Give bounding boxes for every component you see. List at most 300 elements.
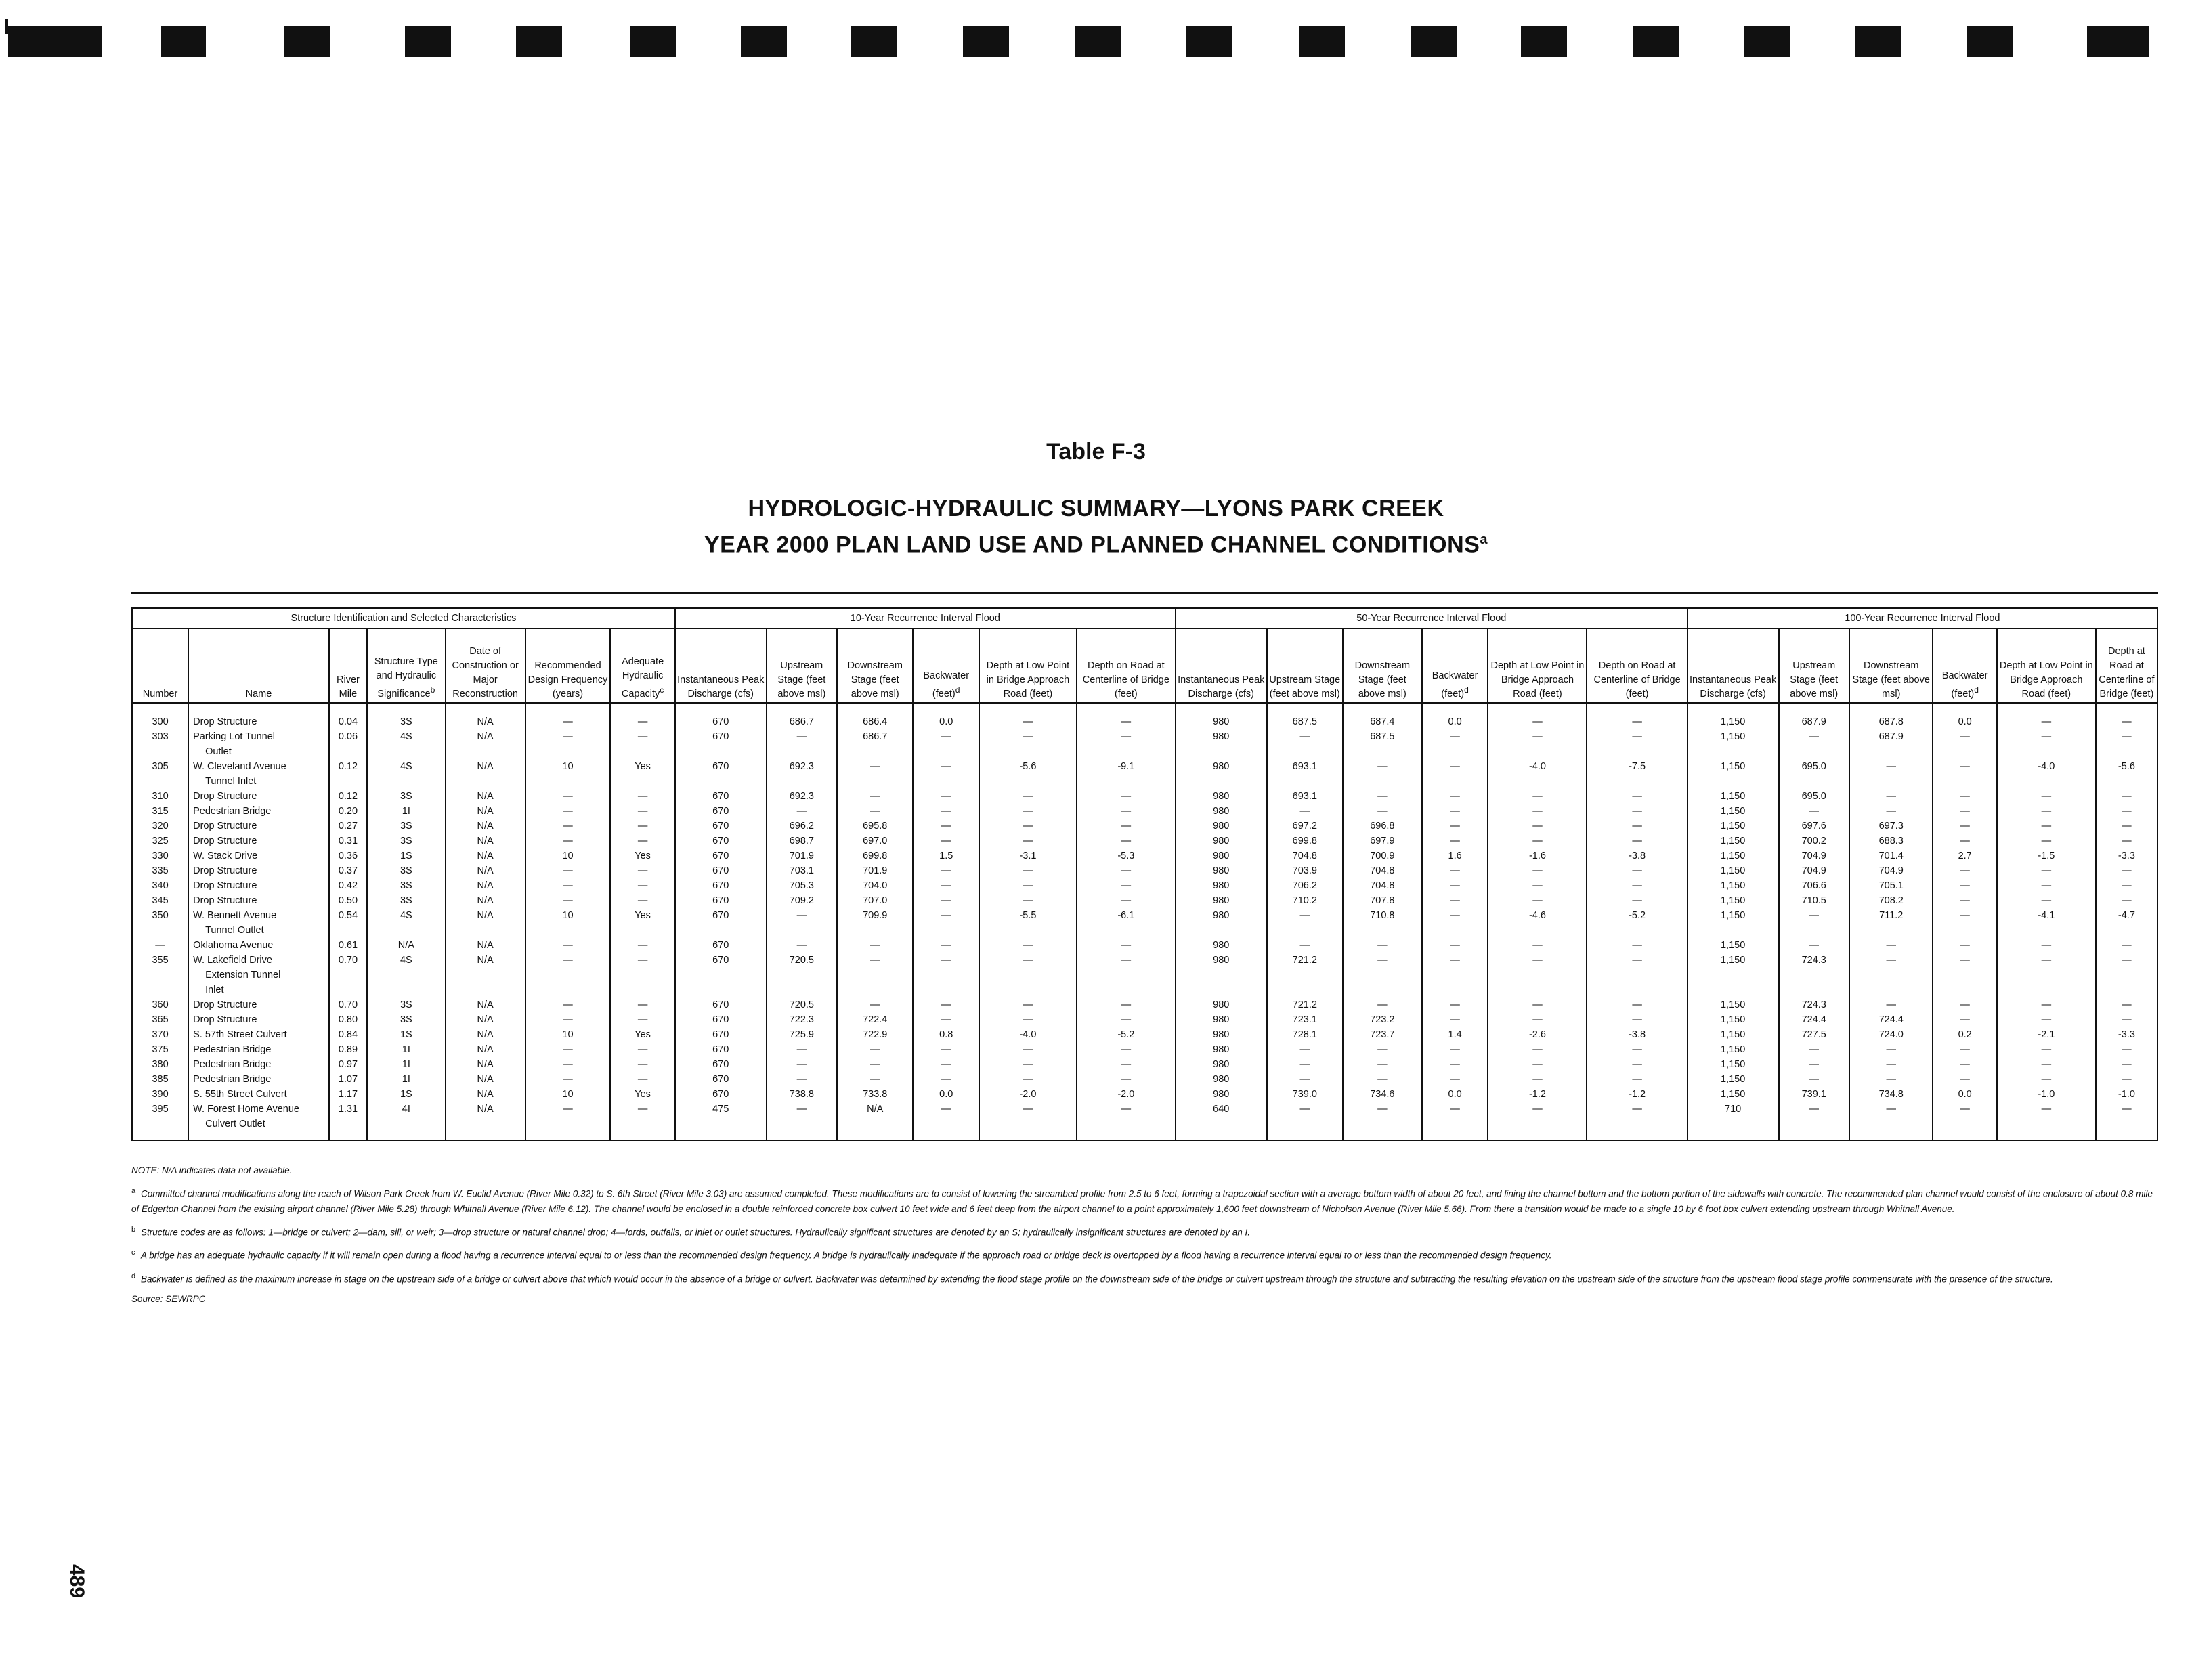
- cell-value: —: [1343, 759, 1422, 789]
- header-upstream-stage-50: Upstream Stage (feet above msl): [1267, 628, 1343, 703]
- cell-name: [188, 893, 329, 908]
- cell-value: 980: [1176, 878, 1267, 893]
- structure-name-continued: Tunnel Inlet: [205, 776, 257, 787]
- cell-value: 4S: [367, 759, 446, 789]
- cell-value: 3S: [367, 893, 446, 908]
- strip-block: [405, 26, 451, 57]
- cell-number: 395: [132, 1102, 188, 1140]
- table-row: [132, 1102, 2157, 1140]
- cell-value: Yes: [610, 1027, 674, 1042]
- strip-block: [963, 26, 1009, 57]
- table-row: [132, 997, 2157, 1012]
- cell-value: —: [1267, 729, 1343, 759]
- header-depth-center-50: Depth on Road at Centerline of Bridge (feet): [1587, 628, 1687, 703]
- cell-value: —: [979, 789, 1077, 804]
- header-date-construction: Date of Construction or Major Reconstruction: [446, 628, 525, 703]
- cell-name: [188, 759, 329, 789]
- cell-value: —: [1933, 819, 1996, 834]
- cell-value: 728.1: [1267, 1027, 1343, 1042]
- cell-value: 980: [1176, 863, 1267, 878]
- cell-value: —: [1077, 789, 1176, 804]
- cell-value: 980: [1176, 848, 1267, 863]
- strip-block: [284, 26, 330, 57]
- cell-number: 300: [132, 703, 188, 729]
- cell-value: -4.1: [1997, 908, 2096, 938]
- cell-value: 1,150: [1688, 1012, 1779, 1027]
- cell-value: —: [1077, 819, 1176, 834]
- cell-value: —: [767, 729, 837, 759]
- structure-name: Drop Structure: [193, 716, 257, 727]
- structure-name: S. 55th Street Culvert: [193, 1089, 287, 1100]
- cell-number: 375: [132, 1042, 188, 1057]
- cell-value: —: [1343, 953, 1422, 997]
- cell-value: —: [1933, 997, 1996, 1012]
- table-row: [132, 953, 2157, 997]
- cell-value: —: [1933, 759, 1996, 789]
- cell-number: 390: [132, 1087, 188, 1102]
- cell-value: 1,150: [1688, 1087, 1779, 1102]
- cell-value: 0.89: [329, 1042, 367, 1057]
- cell-value: 670: [675, 1042, 767, 1057]
- cell-value: 687.5: [1267, 703, 1343, 729]
- structure-name: Drop Structure: [193, 821, 257, 832]
- cell-name: [188, 804, 329, 819]
- cell-value: —: [610, 1042, 674, 1057]
- cell-value: -3.3: [2096, 1027, 2157, 1042]
- structure-name-continued: Culvert Outlet: [205, 1119, 265, 1129]
- cell-value: 738.8: [767, 1087, 837, 1102]
- cell-name: [188, 997, 329, 1012]
- cell-value: 695.0: [1779, 759, 1849, 789]
- cell-value: —: [1343, 1057, 1422, 1072]
- header-backwater-100: Backwater (feet)$^d$: [1933, 628, 1996, 703]
- cell-value: 1I: [367, 1042, 446, 1057]
- cell-value: 710: [1688, 1102, 1779, 1140]
- cell-value: —: [1488, 1057, 1587, 1072]
- cell-value: —: [1488, 703, 1587, 729]
- cell-value: 3S: [367, 819, 446, 834]
- cell-value: —: [1779, 1072, 1849, 1087]
- cell-value: 0.36: [329, 848, 367, 863]
- cell-value: —: [979, 804, 1077, 819]
- cell-value: -1.0: [1997, 1087, 2096, 1102]
- cell-name: [188, 729, 329, 759]
- structure-name: Drop Structure: [193, 895, 257, 906]
- cell-value: —: [979, 1057, 1077, 1072]
- cell-value: —: [1933, 1072, 1996, 1087]
- group-10-year: 10-Year Recurrence Interval Flood: [675, 608, 1176, 628]
- cell-value: —: [2096, 834, 2157, 848]
- cell-value: N/A: [446, 703, 525, 729]
- cell-value: -6.1: [1077, 908, 1176, 938]
- cell-value: N/A: [446, 1027, 525, 1042]
- cell-number: 370: [132, 1027, 188, 1042]
- cell-value: 980: [1176, 789, 1267, 804]
- cell-value: —: [979, 953, 1077, 997]
- cell-value: —: [1587, 789, 1687, 804]
- cell-value: —: [913, 893, 979, 908]
- cell-value: —: [610, 997, 674, 1012]
- table-row: [132, 789, 2157, 804]
- cell-value: 721.2: [1267, 997, 1343, 1012]
- cell-value: 980: [1176, 953, 1267, 997]
- cell-value: —: [1267, 1102, 1343, 1140]
- column-headers: [132, 628, 2157, 703]
- cell-value: 739.0: [1267, 1087, 1343, 1102]
- structure-name: Drop Structure: [193, 1014, 257, 1025]
- cell-value: —: [1343, 938, 1422, 953]
- cell-value: N/A: [446, 1042, 525, 1057]
- cell-name: [188, 1042, 329, 1057]
- strip-block: [1521, 26, 1567, 57]
- cell-value: 704.8: [1343, 878, 1422, 893]
- cell-name: [188, 1087, 329, 1102]
- cell-name: [188, 878, 329, 893]
- cell-value: —: [1422, 789, 1488, 804]
- cell-value: —: [979, 878, 1077, 893]
- strip-block: [1186, 26, 1232, 57]
- table-row: [132, 1012, 2157, 1027]
- cell-value: 670: [675, 1027, 767, 1042]
- cell-value: —: [913, 938, 979, 953]
- cell-value: 1.5: [913, 848, 979, 863]
- cell-value: —: [2096, 1102, 2157, 1140]
- cell-value: 4I: [367, 1102, 446, 1140]
- cell-value: 688.3: [1849, 834, 1933, 848]
- table-row: [132, 819, 2157, 834]
- cell-value: —: [1077, 729, 1176, 759]
- structure-name: Pedestrian Bridge: [193, 1059, 272, 1070]
- cell-value: —: [1933, 804, 1996, 819]
- cell-value: —: [913, 1102, 979, 1140]
- footnote-a: $^a$ Committed channel modifications along the reach of Wilson Park Creek from W. Euclid Avenue (River Mile 0.32) to S. 6th Street (River Mile 3.03) are assumed completed. These modifications are to consist of lowering the streambed profile from 2.5 to 6 feet, forming a trapezoidal section with a average bottom width of about 20 feet, and lining the channel bottom and the bottom portion of the sidewalls with concrete. The recommended plan channel would consist of the enclosure of about 0.8 mile of Edgerton Channel from the existing airport channel (River Mile 5.28) through Whitnall Avenue (River Mile 6.12). The channel would be enclosed in a double reinforced concrete box culvert 10 feet wide and 6 feet deep from the airport channel to a point approximately 1,600 feet downstream of Nicholson Avenue (River Mile 5.66). From there a transition would be made to a single 10 by 6 foot box culvert extending upstream through Whitnall Avenue.: [131, 1187, 2153, 1214]
- cell-value: -3.8: [1587, 1027, 1687, 1042]
- cell-value: Yes: [610, 1087, 674, 1102]
- cell-value: 1,150: [1688, 893, 1779, 908]
- cell-value: 698.7: [767, 834, 837, 848]
- cell-value: —: [1849, 997, 1933, 1012]
- cell-value: —: [2096, 729, 2157, 759]
- cell-value: —: [1488, 1072, 1587, 1087]
- cell-value: 733.8: [837, 1087, 913, 1102]
- cell-value: 697.2: [1267, 819, 1343, 834]
- cell-value: 722.4: [837, 1012, 913, 1027]
- cell-value: 980: [1176, 1057, 1267, 1072]
- cell-value: —: [913, 1072, 979, 1087]
- cell-value: 0.70: [329, 953, 367, 997]
- cell-name: [188, 1072, 329, 1087]
- cell-value: —: [1488, 878, 1587, 893]
- cell-value: 724.4: [1779, 1012, 1849, 1027]
- cell-value: N/A: [446, 997, 525, 1012]
- cell-value: —: [837, 804, 913, 819]
- cell-value: —: [1267, 1072, 1343, 1087]
- cell-value: Yes: [610, 759, 674, 789]
- cell-value: 687.5: [1343, 729, 1422, 759]
- cell-value: —: [1587, 863, 1687, 878]
- cell-value: —: [1997, 1042, 2096, 1057]
- cell-value: —: [610, 893, 674, 908]
- cell-value: N/A: [446, 1057, 525, 1072]
- cell-number: 365: [132, 1012, 188, 1027]
- cell-name: [188, 863, 329, 878]
- cell-value: 705.3: [767, 878, 837, 893]
- cell-value: —: [610, 703, 674, 729]
- cell-value: 980: [1176, 1027, 1267, 1042]
- cell-value: 1S: [367, 1027, 446, 1042]
- cell-value: 0.54: [329, 908, 367, 938]
- strip-block: [1855, 26, 1901, 57]
- cell-value: —: [1933, 729, 1996, 759]
- table-row: [132, 863, 2157, 878]
- cell-value: —: [1422, 804, 1488, 819]
- cell-value: —: [979, 703, 1077, 729]
- cell-value: —: [1077, 997, 1176, 1012]
- cell-value: —: [1849, 1042, 1933, 1057]
- structure-name-continued: Extension Tunnel: [205, 970, 281, 981]
- cell-value: 0.31: [329, 834, 367, 848]
- table-row: [132, 834, 2157, 848]
- cell-value: —: [2096, 997, 2157, 1012]
- cell-value: —: [1422, 863, 1488, 878]
- cell-value: —: [1077, 1102, 1176, 1140]
- cell-value: 710.5: [1779, 893, 1849, 908]
- cell-value: —: [1779, 729, 1849, 759]
- cell-value: 722.9: [837, 1027, 913, 1042]
- cell-number: 385: [132, 1072, 188, 1087]
- cell-number: 380: [132, 1057, 188, 1072]
- cell-value: —: [1849, 804, 1933, 819]
- cell-value: —: [1587, 703, 1687, 729]
- cell-value: 980: [1176, 703, 1267, 729]
- cell-value: —: [837, 938, 913, 953]
- cell-value: -2.0: [979, 1087, 1077, 1102]
- cell-number: 345: [132, 893, 188, 908]
- cell-value: 980: [1176, 1012, 1267, 1027]
- header-downstream-stage-50: Downstream Stage (feet above msl): [1343, 628, 1422, 703]
- cell-value: —: [1422, 819, 1488, 834]
- cell-value: -1.6: [1488, 848, 1587, 863]
- cell-value: 725.9: [767, 1027, 837, 1042]
- table-row: [132, 759, 2157, 789]
- cell-value: —: [1779, 1042, 1849, 1057]
- cell-value: —: [913, 908, 979, 938]
- cell-value: 701.9: [837, 863, 913, 878]
- cell-value: 1,150: [1688, 759, 1779, 789]
- cell-value: —: [525, 997, 611, 1012]
- cell-value: 693.1: [1267, 759, 1343, 789]
- cell-value: —: [1997, 1102, 2096, 1140]
- cell-value: N/A: [367, 938, 446, 953]
- cell-value: —: [1587, 804, 1687, 819]
- cell-value: —: [1933, 878, 1996, 893]
- cell-value: 1,150: [1688, 1027, 1779, 1042]
- header-upstream-stage-100: Upstream Stage (feet above msl): [1779, 628, 1849, 703]
- cell-value: 980: [1176, 804, 1267, 819]
- strip-block: [1744, 26, 1790, 57]
- cell-name: [188, 1012, 329, 1027]
- table-row: [132, 703, 2157, 729]
- cell-value: 1,150: [1688, 729, 1779, 759]
- cell-number: 303: [132, 729, 188, 759]
- cell-value: 0.0: [1933, 703, 1996, 729]
- cell-value: —: [1488, 729, 1587, 759]
- cell-value: —: [1933, 834, 1996, 848]
- cell-value: Yes: [610, 848, 674, 863]
- cell-value: —: [1587, 1042, 1687, 1057]
- cell-value: —: [1997, 1012, 2096, 1027]
- cell-value: 686.4: [837, 703, 913, 729]
- cell-value: 670: [675, 1057, 767, 1072]
- strip-block: [8, 26, 102, 57]
- cell-value: 687.9: [1779, 703, 1849, 729]
- cell-value: 1.4: [1422, 1027, 1488, 1042]
- cell-name: [188, 953, 329, 997]
- cell-value: 670: [675, 878, 767, 893]
- cell-value: —: [1488, 953, 1587, 997]
- structure-name: Oklahoma Avenue: [193, 940, 274, 951]
- cell-value: N/A: [446, 1072, 525, 1087]
- cell-value: —: [1933, 953, 1996, 997]
- cell-value: 687.4: [1343, 703, 1422, 729]
- cell-value: 3S: [367, 789, 446, 804]
- cell-value: 1,150: [1688, 908, 1779, 938]
- cell-value: —: [525, 819, 611, 834]
- cell-value: 723.7: [1343, 1027, 1422, 1042]
- cell-value: —: [1422, 729, 1488, 759]
- cell-value: —: [913, 1057, 979, 1072]
- cell-number: 355: [132, 953, 188, 997]
- cell-number: 340: [132, 878, 188, 893]
- cell-name: [188, 938, 329, 953]
- cell-value: 0.97: [329, 1057, 367, 1072]
- cell-number: 305: [132, 759, 188, 789]
- cell-value: —: [525, 893, 611, 908]
- header-downstream-stage-10: Downstream Stage (feet above msl): [837, 628, 913, 703]
- cell-value: —: [767, 804, 837, 819]
- cell-value: —: [837, 997, 913, 1012]
- cell-value: —: [2096, 703, 2157, 729]
- cell-value: —: [913, 863, 979, 878]
- cell-value: —: [1077, 1042, 1176, 1057]
- cell-value: —: [1488, 1042, 1587, 1057]
- strip-block: [2087, 26, 2149, 57]
- header-adequate-capacity: Adequate Hydraulic Capacity$^c$: [610, 628, 674, 703]
- cell-value: —: [1779, 938, 1849, 953]
- cell-value: —: [1997, 819, 2096, 834]
- cell-value: 0.42: [329, 878, 367, 893]
- cell-value: N/A: [446, 789, 525, 804]
- cell-value: 1I: [367, 1057, 446, 1072]
- structure-name: W. Cleveland Avenue: [193, 761, 286, 772]
- cell-value: —: [1077, 1057, 1176, 1072]
- cell-value: 703.1: [767, 863, 837, 878]
- table-row: [132, 804, 2157, 819]
- cell-value: 0.04: [329, 703, 367, 729]
- cell-value: —: [610, 878, 674, 893]
- cell-value: —: [1997, 893, 2096, 908]
- cell-value: —: [1488, 1102, 1587, 1140]
- cell-value: N/A: [446, 1087, 525, 1102]
- cell-value: 1,150: [1688, 789, 1779, 804]
- top-rule: [131, 592, 2158, 594]
- cell-value: 704.9: [1779, 848, 1849, 863]
- cell-value: 0.12: [329, 789, 367, 804]
- header-design-frequency: Recommended Design Frequency (years): [525, 628, 611, 703]
- cell-value: —: [610, 1057, 674, 1072]
- strip-block: [1967, 26, 2013, 57]
- cell-value: -5.5: [979, 908, 1077, 938]
- cell-value: 696.2: [767, 819, 837, 834]
- cell-value: 687.9: [1849, 729, 1933, 759]
- cell-value: —: [913, 834, 979, 848]
- summary-table: [131, 607, 2158, 1141]
- cell-value: —: [979, 729, 1077, 759]
- cell-value: 0.0: [1422, 1087, 1488, 1102]
- cell-value: 1.07: [329, 1072, 367, 1087]
- cell-value: -3.8: [1587, 848, 1687, 863]
- cell-value: 10: [525, 1027, 611, 1042]
- group-50-year: 50-Year Recurrence Interval Flood: [1176, 608, 1688, 628]
- cell-name: [188, 908, 329, 938]
- cell-value: —: [1422, 1072, 1488, 1087]
- strip-block: [1633, 26, 1679, 57]
- cell-value: —: [1077, 1072, 1176, 1087]
- cell-value: 980: [1176, 1087, 1267, 1102]
- cell-value: -9.1: [1077, 759, 1176, 789]
- cell-value: —: [1422, 908, 1488, 938]
- cell-value: —: [913, 789, 979, 804]
- cell-value: —: [767, 938, 837, 953]
- cell-value: —: [610, 1102, 674, 1140]
- cell-value: 0.8: [913, 1027, 979, 1042]
- cell-value: 0.50: [329, 893, 367, 908]
- structure-name: Pedestrian Bridge: [193, 806, 272, 817]
- header-depth-center-10: Depth on Road at Centerline of Bridge (feet): [1077, 628, 1176, 703]
- cell-value: -1.2: [1587, 1087, 1687, 1102]
- cell-value: 721.2: [1267, 953, 1343, 997]
- cell-value: —: [610, 804, 674, 819]
- cell-value: 1,150: [1688, 1057, 1779, 1072]
- cell-value: -7.5: [1587, 759, 1687, 789]
- cell-value: 980: [1176, 834, 1267, 848]
- cell-value: 0.2: [1933, 1027, 1996, 1042]
- cell-value: 3S: [367, 863, 446, 878]
- header-backwater-50: Backwater (feet)$^d$: [1422, 628, 1488, 703]
- cell-value: —: [913, 1042, 979, 1057]
- cell-name: [188, 1027, 329, 1042]
- cell-value: 670: [675, 729, 767, 759]
- table-row: [132, 1072, 2157, 1087]
- cell-value: —: [1488, 834, 1587, 848]
- cell-value: 1,150: [1688, 938, 1779, 953]
- cell-value: 697.9: [1343, 834, 1422, 848]
- strip-block: [630, 26, 676, 57]
- cell-value: 0.61: [329, 938, 367, 953]
- header-backwater-10: Backwater (feet)$^d$: [913, 628, 979, 703]
- strip-block: [1411, 26, 1457, 57]
- cell-value: 0.12: [329, 759, 367, 789]
- cell-value: —: [1849, 938, 1933, 953]
- cell-value: 1,150: [1688, 703, 1779, 729]
- cell-value: -2.1: [1997, 1027, 2096, 1042]
- cell-value: 1,150: [1688, 878, 1779, 893]
- cell-value: —: [1267, 908, 1343, 938]
- cell-value: —: [525, 729, 611, 759]
- cell-value: —: [1422, 1057, 1488, 1072]
- cell-value: —: [1422, 878, 1488, 893]
- cell-value: 0.0: [913, 703, 979, 729]
